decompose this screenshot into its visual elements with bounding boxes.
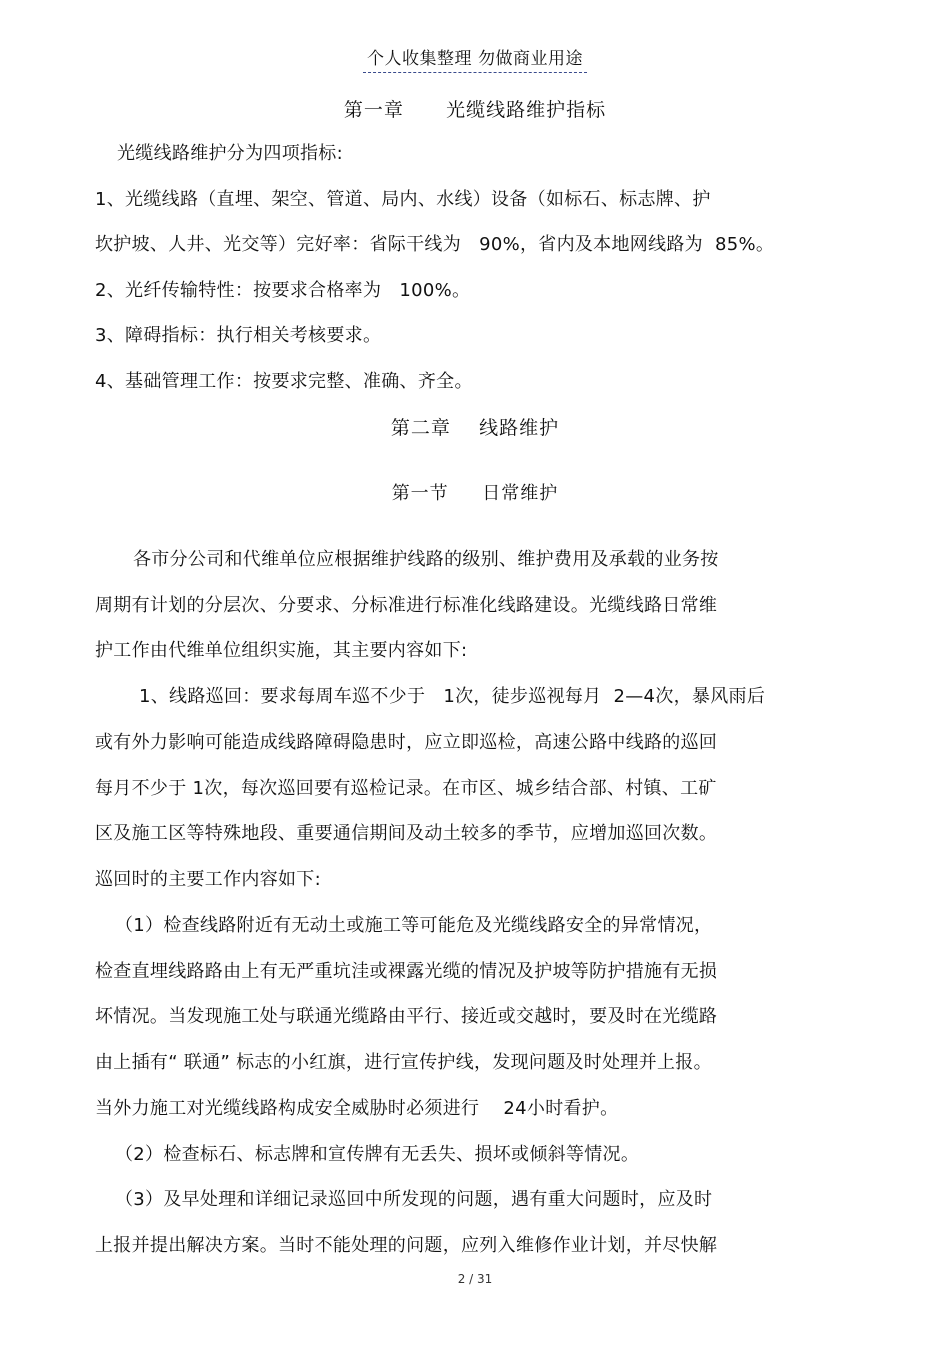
page-number: 2 / 31 [457,1272,493,1286]
paragraph-line: 区及施工区等特殊地段、重要通信期间及动土较多的季节，应增加巡回次数。 [95,823,718,844]
paragraph-line: 每月不少于 1次，每次巡回要有巡检记录。在市区、城乡结合部、村镇、工矿 [95,778,717,799]
paragraph-line: 各市分公司和代维单位应根据维护线路的级别、维护费用及承载的业务按 [133,549,719,570]
paragraph-line: 检查直埋线路路由上有无严重坑洼或裸露光缆的情况及护坡等防护措施有无损 [95,961,718,982]
paragraph-line: 2、光纤传输特性：按要求合格率为 100%。 [95,280,471,301]
chapter-1-title: 第一章 光缆线路维护指标 [343,99,607,121]
paragraph-line: 上报并提出解决方案。当时不能处理的问题，应列入维修作业计划，并尽快解 [95,1235,718,1256]
paragraph-line: 坏情况。当发现施工处与联通光缆路由平行、接近或交越时，要及时在光缆路 [95,1006,718,1027]
paragraph-line: 1、线路巡回：要求每周车巡不少于 1次，徒步巡视每月 2—4次，暴风雨后 [139,686,766,707]
paragraph-line: 护工作由代维单位组织实施，其主要内容如下: [95,640,468,661]
paragraph-line: 光缆线路维护分为四项指标: [117,143,343,164]
paragraph-line: 当外力施工对光缆线路构成安全威胁时必须进行 24小时看护。 [95,1098,619,1119]
paragraph-line: （3）及早处理和详细记录巡回中所发现的问题，遇有重大问题时，应及时 [115,1189,713,1210]
paragraph-line: 3、障碍指标：执行相关考核要求。 [95,325,382,346]
paragraph-line: 1、光缆线路（直埋、架空、管道、局内、水线）设备（如标石、标志牌、护 [95,189,711,210]
header-text: 个人收集整理 勿做商业用途 [363,46,587,73]
paragraph-line: 周期有计划的分层次、分要求、分标准进行标准化线路建设。光缆线路日常维 [95,595,718,616]
page-header [0,46,950,73]
paragraph-line: 或有外力影响可能造成线路障碍隐患时，应立即巡检，高速公路中线路的巡回 [95,732,718,753]
chapter-2-title: 第二章 线路维护 [390,417,560,439]
paragraph-line: 巡回时的主要工作内容如下: [95,869,321,890]
paragraph-line: 坎护坡、人井、光交等）完好率：省际干线为 90%，省内及本地网线路为 85%。 [95,234,775,255]
paragraph-line: （2）检查标石、标志牌和宣传牌有无丢失、损坏或倾斜等情况。 [115,1144,640,1165]
paragraph-line: （1）检查线路附近有无动土或施工等可能危及光缆线路安全的异常情况， [115,915,713,936]
section-1-title: 第一节 日常维护 [391,483,559,504]
paragraph-line: 4、基础管理工作：按要求完整、准确、齐全。 [95,371,473,392]
paragraph-line: 由上插有“ 联通” 标志的小红旗，进行宣传护线，发现问题及时处理并上报。 [95,1052,712,1073]
